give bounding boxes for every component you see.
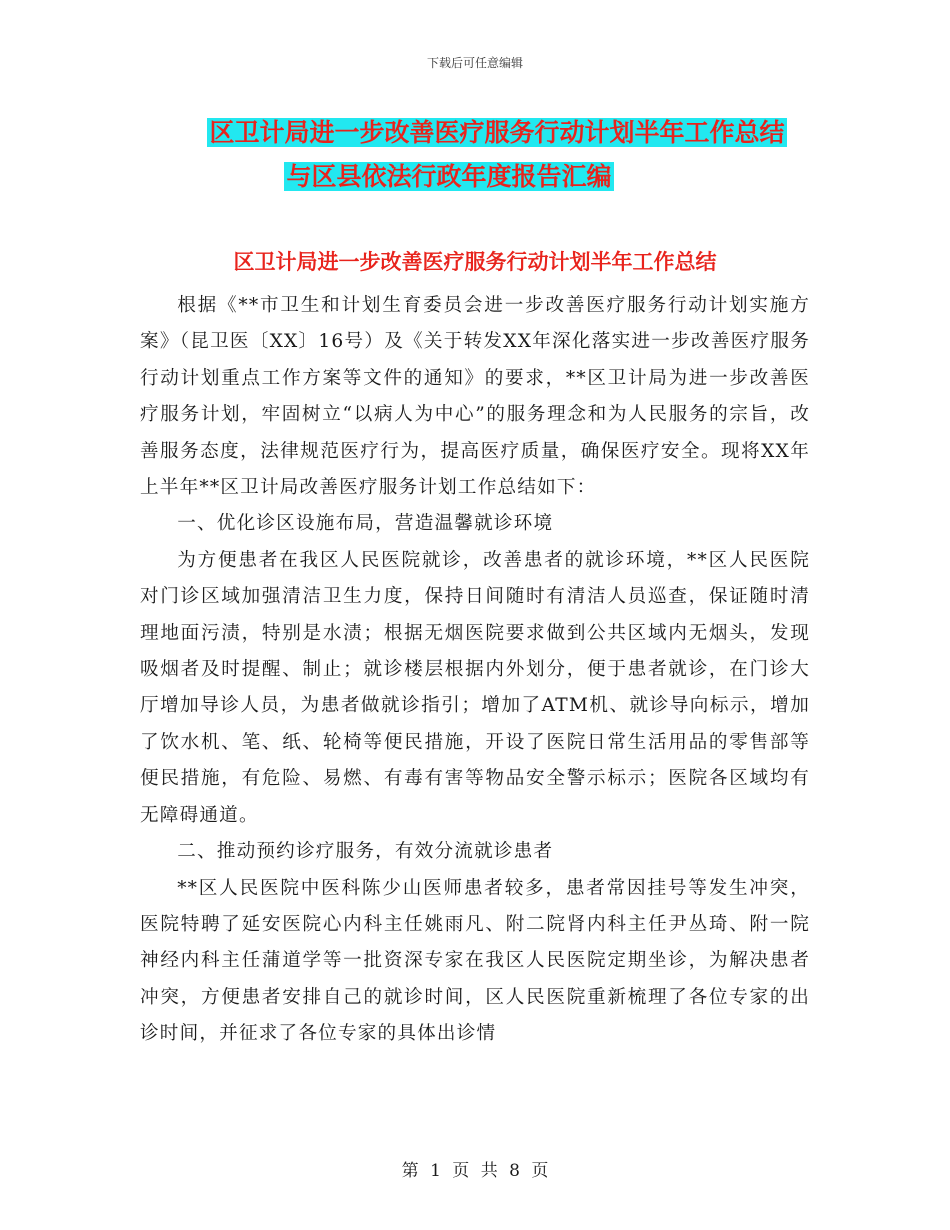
section-title: 区卫计局进一步改善医疗服务行动计划半年工作总结 — [233, 250, 717, 274]
main-title-line-1-text: 区卫计局进一步改善医疗服务行动计划半年工作总结 — [209, 118, 785, 147]
heading-one: 一、优化诊区设施布局，营造温馨就诊环境 — [177, 513, 554, 535]
paragraph-environment: 为方便患者在我区人民医院就诊，改善患者的就诊环境，**区人民医院对门诊区域加强清洁卫生力度，保持日间随时有清洁人员巡查，保证随时清理地面污渍，特别是水渍；根据无烟医院要求做到公共区域内无烟头，发现吸烟者及时提醒、制止；就诊楼层根据内外划分，便于患者就诊，在门诊大厅增加导诊人员，为患者做就诊指引；增加了ATM机、就诊导向标示，增加了饮水机、笔、纸、轮椅等便民措施，开设了医院日常生活用品的零售部等便民措施，有危险、易燃、有毒有害等物品安全警示标示；医院各区域均有无障碍通道。 — [140, 549, 810, 826]
paragraph-intro: 根据《**市卫生和计划生育委员会进一步改善医疗服务行动计划实施方案》（昆卫医〔XX〕16号）及《关于转发XX年深化落实进一步改善医疗服务行动计划重点工作方案等文件的通知》的要求，**区卫计局为进一步改善医疗服务计划，牢固树立“以病人为中心”的服务理念和为人民服务的宗旨，改善服务态度，法律规范医疗行为，提高医疗质量，确保医疗安全。现将XX年上半年**区卫计局改善医疗服务计划工作总结如下： — [140, 295, 810, 499]
main-title-line-2 — [0, 158, 924, 196]
header-note: 下载后可任意编辑 — [426, 56, 523, 70]
document-body — [140, 288, 810, 1053]
paragraph-appointment: **区人民医院中医科陈少山医师患者较多，患者常因挂号等发生冲突，医院特聘了延安医院心内科主任姚雨凡、附二院肾内科主任尹丛琦、附一院神经内科主任蒲道学等一批资深专家在我区人民医院定期坐诊，为解决患者冲突，方便患者安排自己的就诊时间，区人民医院重新梳理了各位专家的出诊时间，并征求了各位专家的具体出诊情 — [140, 877, 810, 1045]
heading-two: 二、推动预约诊疗服务，有效分流就诊患者 — [177, 841, 554, 863]
main-title-line-2-text: 与区县依法行政年度报告汇编 — [286, 162, 612, 191]
page-number: 第 1 页 共 8 页 — [401, 1161, 549, 1181]
main-title-line-1 — [22, 114, 950, 152]
